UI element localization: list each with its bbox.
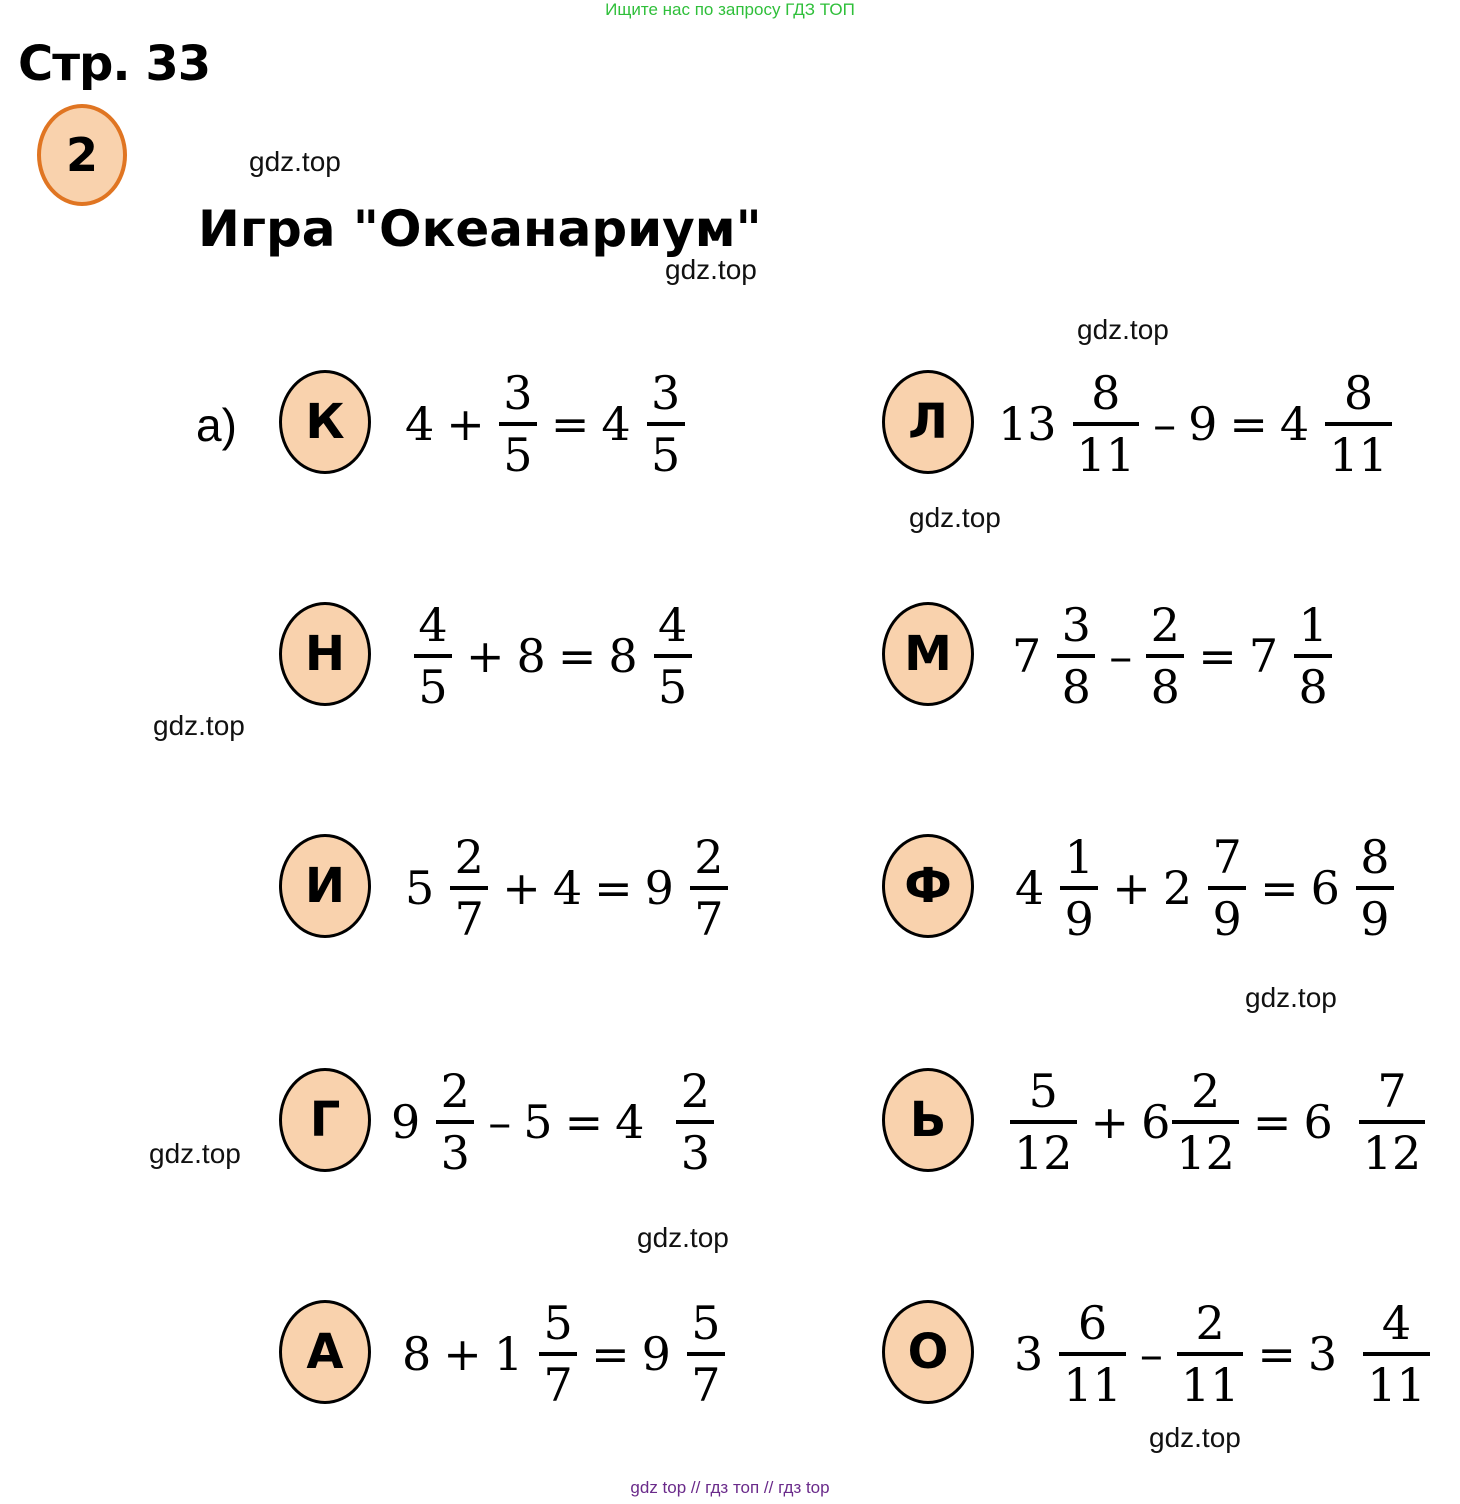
operator: – (488, 1095, 512, 1149)
result-whole: 8 (608, 629, 638, 683)
equals-sign: = (1260, 861, 1299, 915)
number: 4 (405, 397, 435, 451)
numerator: 1 (1298, 598, 1328, 652)
denominator: 5 (651, 428, 681, 482)
operator: + (1112, 861, 1151, 915)
numerator: 8 (1343, 366, 1374, 420)
whole-number: 2 (1162, 861, 1193, 915)
result-fraction (676, 1064, 714, 1180)
fraction (539, 1296, 577, 1412)
numerator: 3 (503, 366, 533, 420)
denominator: 9 (1360, 892, 1390, 946)
whole-number: 9 (391, 1095, 421, 1149)
whole-number: 6 (1141, 1095, 1171, 1149)
denominator: 3 (680, 1126, 711, 1180)
letter: Л (908, 394, 948, 450)
equation (405, 362, 687, 486)
numerator: 4 (658, 598, 688, 652)
result-fraction (1325, 366, 1392, 482)
denominator: 3 (440, 1126, 470, 1180)
letter: А (306, 1324, 344, 1380)
equation (412, 594, 694, 718)
denominator: 7 (454, 892, 484, 946)
part-label: а) (196, 399, 237, 451)
letter-circle (882, 602, 974, 706)
equation (1008, 1060, 1427, 1184)
fraction (1177, 1296, 1244, 1412)
operator: – (1139, 1327, 1163, 1381)
result-whole: 7 (1248, 629, 1279, 683)
result-fraction (647, 366, 685, 482)
letter-circle (279, 834, 371, 938)
equation (998, 362, 1394, 486)
whole-number: 1 (493, 1327, 524, 1381)
numerator: 5 (1028, 1064, 1058, 1118)
result-whole: 9 (644, 861, 674, 915)
number: 5 (523, 1095, 553, 1149)
watermark: gdz.top (153, 710, 245, 741)
denominator: 5 (418, 660, 448, 714)
numerator: 2 (694, 830, 724, 884)
watermark: gdz.top (1149, 1422, 1241, 1453)
fraction (1172, 1064, 1239, 1180)
numerator: 2 (1191, 1064, 1221, 1118)
fraction (1057, 598, 1095, 714)
task-number-badge (37, 104, 127, 206)
operator: + (502, 861, 541, 915)
denominator: 7 (691, 1358, 721, 1412)
letter-circle (279, 1300, 371, 1404)
numerator: 7 (1377, 1064, 1407, 1118)
equals-sign: = (557, 629, 597, 683)
equation (1015, 826, 1396, 950)
equals-sign: = (591, 1327, 630, 1381)
operator: – (1153, 397, 1177, 451)
letter-circle (882, 370, 974, 474)
denominator: 8 (1150, 660, 1180, 714)
result-fraction (690, 830, 728, 946)
fraction (1060, 830, 1098, 946)
letter: К (305, 394, 345, 450)
result-whole: 4 (1279, 397, 1310, 451)
result-whole: 9 (641, 1327, 671, 1381)
fraction (1208, 830, 1246, 946)
equals-sign: = (1252, 1095, 1292, 1149)
numerator: 5 (691, 1296, 721, 1350)
whole-number: 5 (405, 861, 435, 915)
letter-circle (279, 602, 371, 706)
denominator: 9 (1212, 892, 1242, 946)
watermark: gdz.top (637, 1222, 729, 1253)
numerator: 6 (1077, 1296, 1108, 1350)
denominator: 5 (658, 660, 688, 714)
operator: + (443, 1327, 482, 1381)
number: 4 (552, 861, 583, 915)
result-whole: 6 (1303, 1095, 1333, 1149)
numerator: 2 (440, 1064, 470, 1118)
numerator: 3 (651, 366, 681, 420)
watermark: gdz.top (909, 502, 1001, 533)
numerator: 8 (1091, 366, 1121, 420)
denominator: 7 (543, 1358, 573, 1412)
equation (405, 826, 730, 950)
equals-sign: = (1229, 397, 1268, 451)
numerator: 7 (1212, 830, 1242, 884)
fraction (450, 830, 488, 946)
numerator: 3 (1061, 598, 1091, 652)
denominator: 11 (1063, 1358, 1122, 1412)
result-whole: 4 (601, 397, 631, 451)
denominator: 11 (1367, 1358, 1426, 1412)
fraction (1010, 1064, 1077, 1180)
watermark: gdz.top (1077, 314, 1169, 345)
operator: + (466, 629, 505, 683)
denominator: 11 (1076, 428, 1136, 482)
numerator: 2 (1150, 598, 1180, 652)
watermark: gdz.top (149, 1138, 241, 1169)
number: 8 (402, 1327, 432, 1381)
equals-sign: = (1257, 1327, 1296, 1381)
denominator: 9 (1064, 892, 1094, 946)
watermark: gdz.top (1245, 982, 1337, 1013)
denominator: 12 (1176, 1126, 1235, 1180)
numerator: 4 (1381, 1296, 1412, 1350)
letter-circle (882, 1300, 974, 1404)
numerator: 2 (1195, 1296, 1225, 1350)
letter-circle (279, 370, 371, 474)
letter: И (304, 858, 346, 914)
whole-number: 3 (1014, 1327, 1044, 1381)
denominator: 5 (503, 428, 533, 482)
denominator: 7 (694, 892, 724, 946)
equals-sign: = (1198, 629, 1237, 683)
fraction (414, 598, 452, 714)
numerator: 1 (1064, 830, 1094, 884)
equation (402, 1292, 727, 1416)
operator: + (1090, 1095, 1130, 1149)
numerator: 8 (1360, 830, 1390, 884)
result-whole: 6 (1310, 861, 1340, 915)
result-fraction (687, 1296, 725, 1412)
equals-sign: = (594, 861, 633, 915)
denominator: 12 (1362, 1126, 1422, 1180)
result-fraction (1356, 830, 1394, 946)
whole-number: 7 (1012, 629, 1042, 683)
denominator: 8 (1298, 660, 1328, 714)
letter: Ь (909, 1092, 947, 1148)
watermark: gdz.top (249, 146, 341, 177)
equation (1012, 594, 1334, 718)
denominator: 11 (1180, 1358, 1240, 1412)
number: 9 (1188, 397, 1218, 451)
page-label: Стр. 33 (18, 36, 211, 92)
result-whole: 4 (615, 1095, 645, 1149)
numerator: 5 (543, 1296, 573, 1350)
equation (1014, 1292, 1432, 1416)
denominator: 11 (1329, 428, 1388, 482)
number: 8 (516, 629, 546, 683)
letter-circle (882, 834, 974, 938)
letter-circle (279, 1068, 371, 1172)
letter-circle (882, 1068, 974, 1172)
operator: – (1109, 629, 1133, 683)
operator: + (446, 397, 485, 451)
denominator: 12 (1014, 1126, 1073, 1180)
whole-number: 13 (998, 397, 1057, 451)
whole-number: 4 (1015, 861, 1045, 915)
exercise-heading: Игра "Океанариум" (198, 200, 762, 258)
equation (391, 1060, 716, 1184)
fraction (499, 366, 537, 482)
result-whole: 3 (1307, 1327, 1338, 1381)
numerator: 2 (680, 1064, 711, 1118)
task-number: 2 (65, 128, 98, 182)
footer-links: gdz top // гдз топ // гдз top (630, 1478, 830, 1497)
watermark: gdz.top (665, 254, 757, 285)
letter: Н (304, 626, 346, 682)
fraction (1059, 1296, 1126, 1412)
numerator: 4 (418, 598, 448, 652)
letter: О (907, 1324, 949, 1380)
top-banner: Ищите нас по запросу ГДЗ ТОП (605, 0, 855, 19)
result-fraction (654, 598, 692, 714)
letter: Г (309, 1092, 341, 1148)
fraction (436, 1064, 474, 1180)
letter: М (904, 626, 952, 682)
result-fraction (1294, 598, 1332, 714)
result-fraction (1359, 1064, 1426, 1180)
fraction (1146, 598, 1184, 714)
equals-sign: = (550, 397, 590, 451)
result-fraction (1363, 1296, 1430, 1412)
denominator: 8 (1061, 660, 1091, 714)
numerator: 2 (454, 830, 484, 884)
letter: Ф (904, 858, 952, 914)
equals-sign: = (564, 1095, 604, 1149)
fraction (1073, 366, 1140, 482)
